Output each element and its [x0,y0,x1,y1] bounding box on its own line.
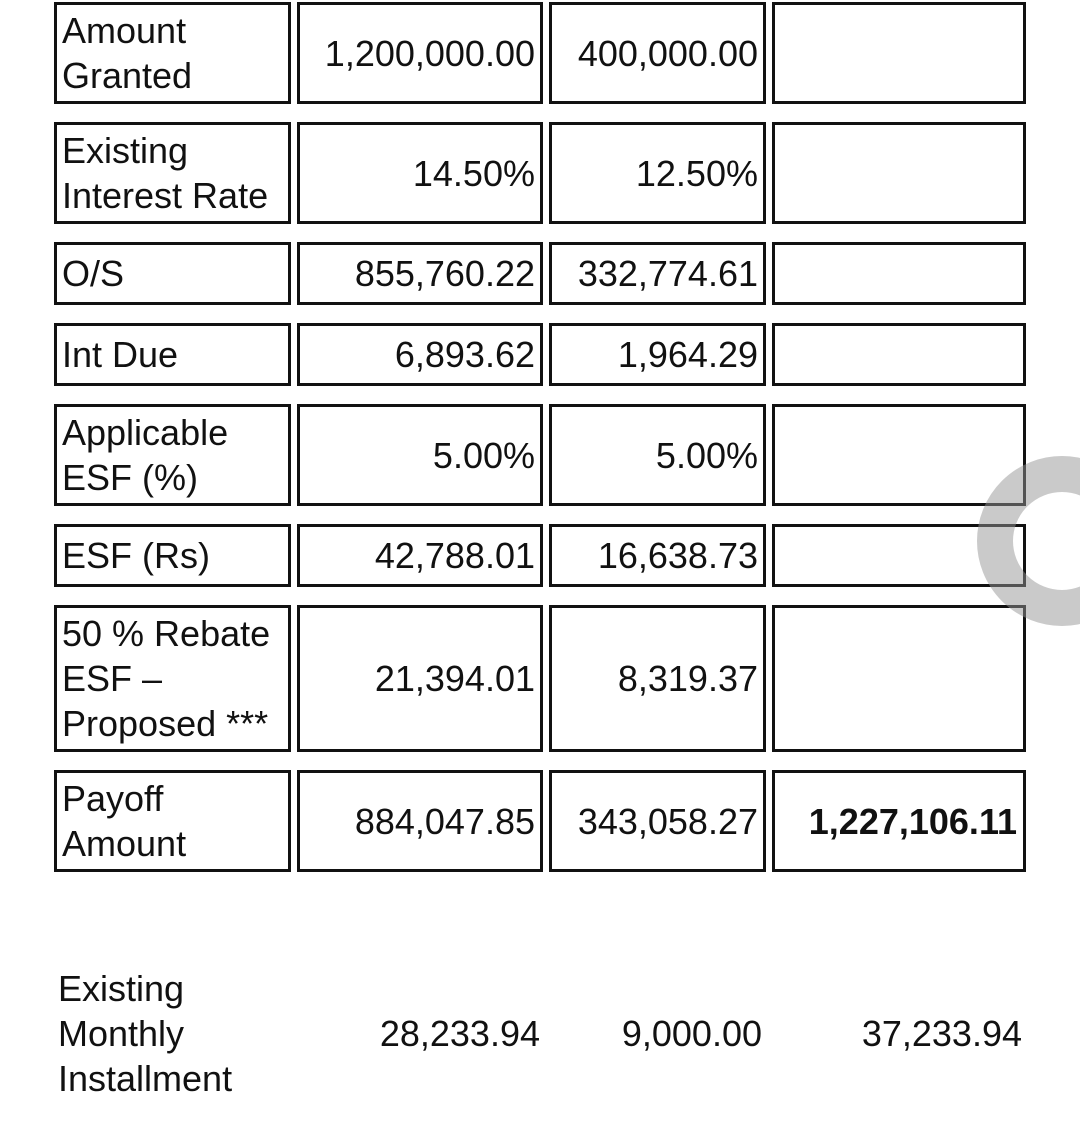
value-cell-2: 332,774.61 [549,242,766,305]
label-line: Proposed *** [62,703,269,744]
row-label [54,323,291,386]
label-line: Amount [62,823,187,864]
table-row-int-due [0,323,1080,386]
value-cell-total [772,323,1026,386]
value-cell-2: 9,000.00 [621,1013,762,1054]
label-line: O/S [62,253,125,294]
row-label [54,2,291,104]
row-label [54,524,291,587]
label-line: Installment [58,1058,233,1099]
value-cell-total [772,2,1026,104]
label-line: 50 % Rebate [62,613,271,654]
value-cell-total [772,242,1026,305]
value-cell-1: 28,233.94 [379,1013,540,1054]
value-cell-total [772,404,1026,506]
row-label [58,966,288,1101]
existing-installment-row [0,966,1080,1101]
table-row-outstanding [0,242,1080,305]
value-cell-total [772,122,1026,224]
table-row-esf-rs [0,524,1080,587]
value-cell-1: 42,788.01 [297,524,543,587]
value-cell-2: 12.50% [549,122,766,224]
value-cell-1: 855,760.22 [297,242,543,305]
value-cell-2: 8,319.37 [549,605,766,752]
row-label [54,605,291,752]
value-cell-total [772,605,1026,752]
value-cell-2: 343,058.27 [549,770,766,872]
label-line: Amount [62,10,187,51]
label-line: Payoff [62,778,164,819]
value-cell-1: 21,394.01 [297,605,543,752]
value-cell-2: 5.00% [549,404,766,506]
value-cell-1: 14.50% [297,122,543,224]
table-row-amount-granted [0,2,1080,104]
value-cell-total: 1,227,106.11 [772,770,1026,872]
label-line: Monthly [58,1013,185,1054]
table-row-payoff-amount [0,770,1080,872]
label-line: Granted [62,55,193,96]
label-line: Existing [62,130,189,171]
label-line: Applicable [62,412,229,453]
value-cell-1: 1,200,000.00 [297,2,543,104]
table-row-applicable-esf [0,404,1080,506]
label-line: ESF – [62,658,163,699]
row-label [54,122,291,224]
table-row-rebate-esf [0,605,1080,752]
label-line: ESF (%) [62,457,199,498]
value-cell-1: 6,893.62 [297,323,543,386]
value-cell-2: 400,000.00 [549,2,766,104]
label-line: Existing [58,968,185,1009]
row-label [54,770,291,872]
row-label [54,242,291,305]
value-cell-1: 884,047.85 [297,770,543,872]
value-cell-1: 5.00% [297,404,543,506]
row-label [54,404,291,506]
value-cell-2: 1,964.29 [549,323,766,386]
label-line: Int Due [62,334,179,375]
label-line: ESF (Rs) [62,535,210,576]
value-cell-total: 37,233.94 [861,1013,1022,1054]
value-cell-2: 16,638.73 [549,524,766,587]
table-row-interest-rate [0,122,1080,224]
label-line: Interest Rate [62,175,269,216]
